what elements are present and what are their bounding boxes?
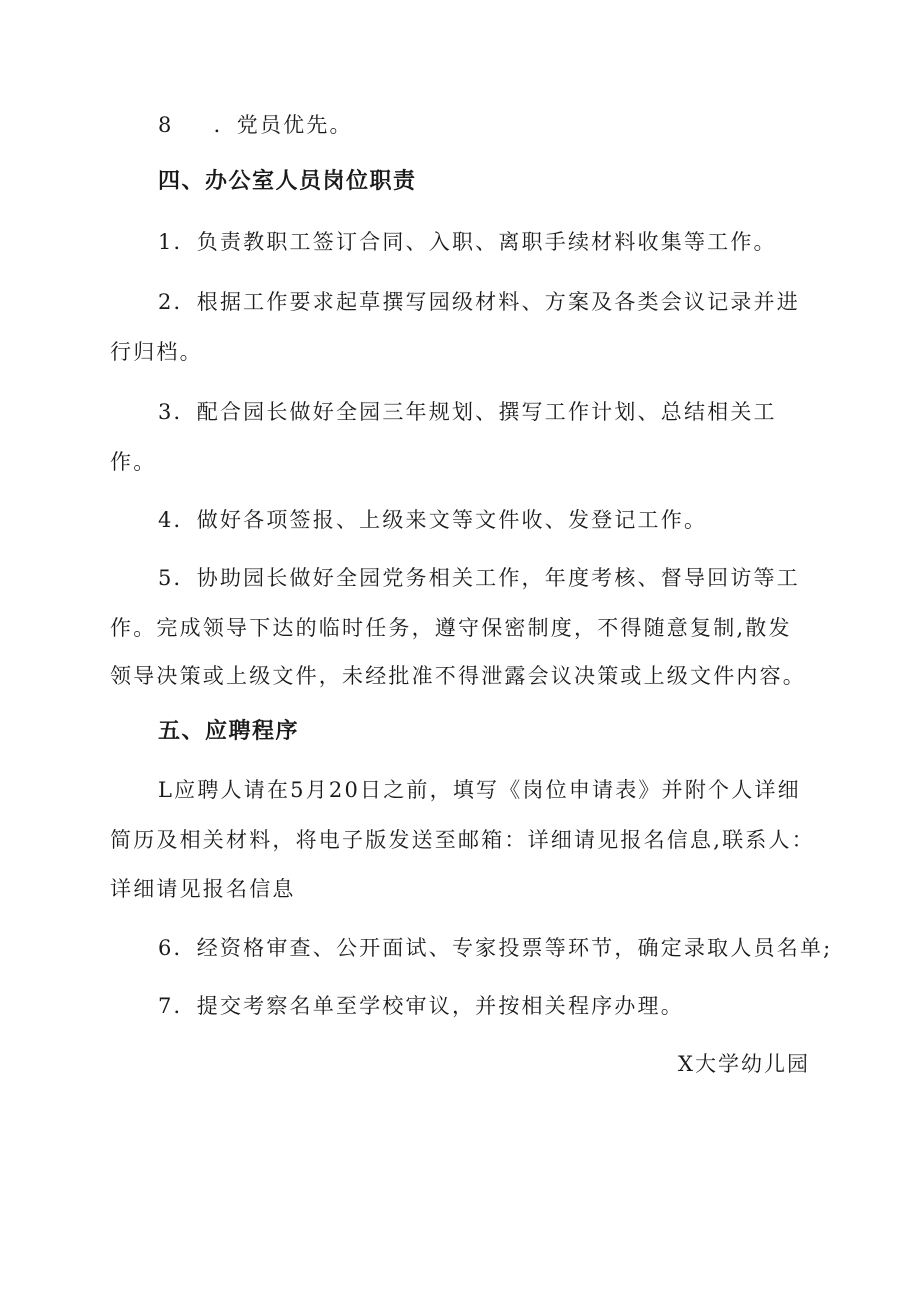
section-5-item-7: 7．提交考察名单至学校审议，并按相关程序办理。 <box>158 994 684 1018</box>
section-4-item-4: 4．做好各项签报、上级来文等文件收、发登记工作。 <box>158 508 708 532</box>
section-4-item-5-line-2: 作。完成领导下达的临时任务，遵守保密制度，不得随意复制,散发 <box>110 616 792 640</box>
section-5-item-l-line-2: 简历及相关材料，将电子版发送至邮箱：详细请见报名信息,联系人： <box>110 828 815 852</box>
section-4-item-5-line-1: 5．协助园长做好全园党务相关工作，年度考核、督导回访等工 <box>158 566 800 590</box>
item-8-number: 8 <box>158 113 174 137</box>
section-4-item-2-line-1: 2．根据工作要求起草撰写园级材料、方案及各类会议记录并进 <box>158 290 800 314</box>
section-4-item-1: 1．负责教职工签订合同、入职、离职手续材料收集等工作。 <box>158 230 777 254</box>
section-4-item-5-line-3: 领导决策或上级文件，未经批准不得泄露会议决策或上级文件内容。 <box>110 664 806 688</box>
section-4-heading: 四、办公室人员岗位职责 <box>158 169 417 194</box>
item-8 <box>158 110 353 140</box>
signature: X大学幼儿园 <box>678 1052 810 1076</box>
section-5-item-l-line-1: L应聘人请在5月20日之前，填写《岗位申请表》并附个人详细 <box>158 778 801 802</box>
section-5-heading: 五、应聘程序 <box>158 719 300 744</box>
section-4-item-3-line-2: 作。 <box>110 450 157 474</box>
item-8-text: ．党员优先。 <box>213 113 353 137</box>
section-5-item-l-line-3: 详细请见报名信息 <box>110 877 296 901</box>
section-4-item-2-line-2: 行归档。 <box>110 340 203 364</box>
section-4-item-3-line-1: 3．配合园长做好全园三年规划、撰写工作计划、总结相关工 <box>158 400 777 424</box>
section-5-item-6: 6．经资格审查、公开面试、专家投票等环节，确定录取人员名单; <box>158 936 833 960</box>
